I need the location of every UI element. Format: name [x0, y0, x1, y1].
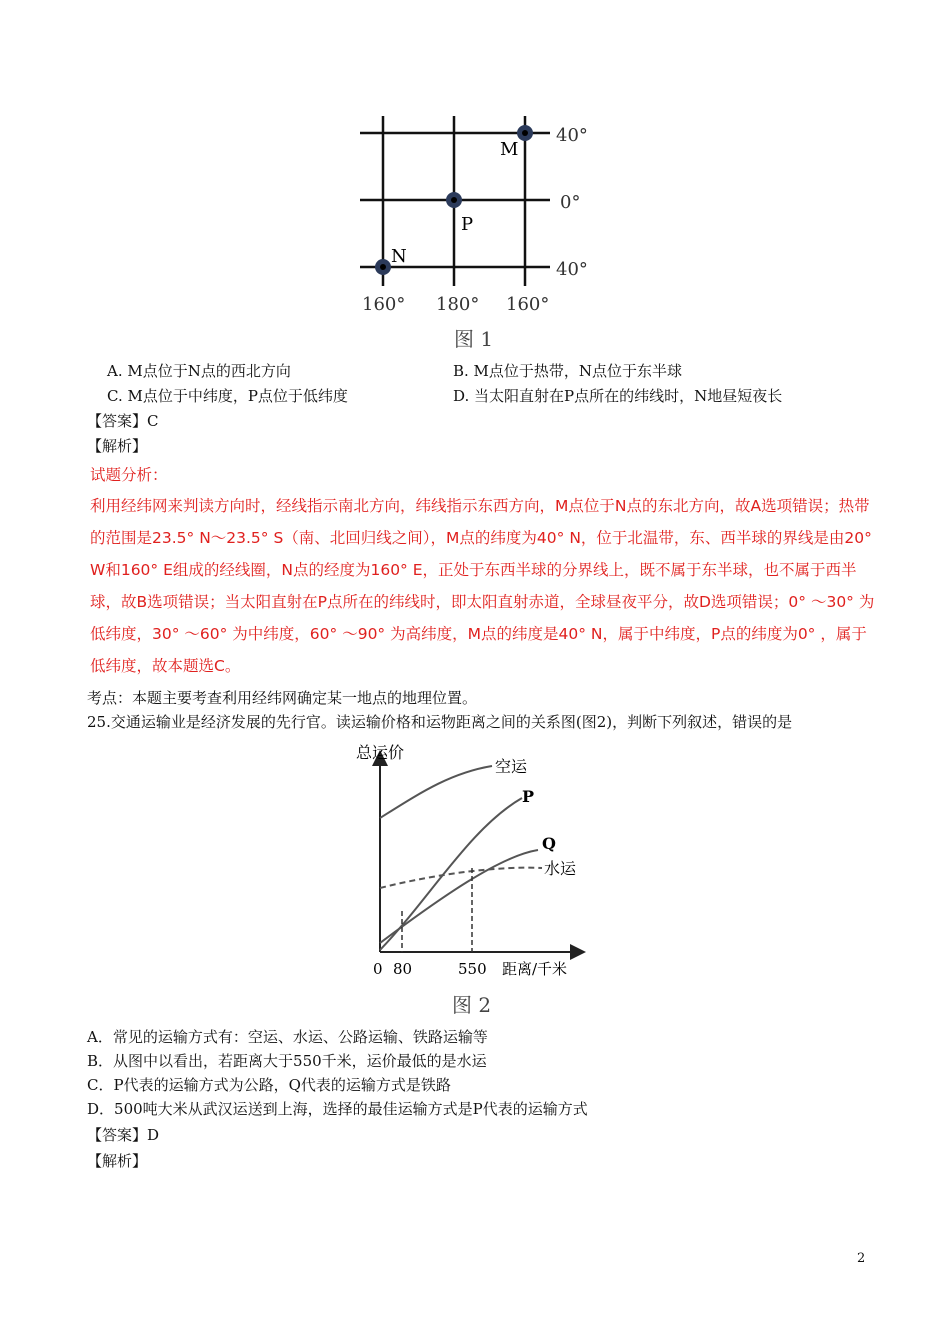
- lat-label-0: 0°: [560, 192, 581, 213]
- x-axis-label: 距离/千米: [502, 960, 568, 978]
- q25-stem: 25.交通运输业是经济发展的先行官。读运输价格和运物距离之间的关系图(图2)，判断下列叙述，错误的是: [87, 713, 793, 731]
- q25-option-c: C．P代表的运输方式为公路，Q代表的运输方式是铁路: [87, 1076, 451, 1094]
- lat-label-40s: 40°: [556, 259, 588, 280]
- curve-label-p: P: [522, 787, 535, 806]
- figure-1-grid: [350, 108, 610, 358]
- q24-analysis-label: 【解析】: [87, 437, 148, 455]
- q24-analysis-title: 试题分析：: [90, 466, 168, 484]
- curve-label-air: 空运: [495, 757, 528, 776]
- label-n: N: [391, 246, 407, 267]
- point-n: [375, 259, 391, 275]
- q25-analysis-label: 【解析】: [87, 1152, 148, 1170]
- label-p: P: [461, 214, 474, 235]
- q24-answer: 【答案】C: [87, 412, 159, 430]
- curve-label-water: 水运: [544, 859, 577, 878]
- lat-label-40n: 40°: [556, 125, 588, 146]
- figure-1-caption: 图 1: [454, 327, 494, 351]
- point-p: [446, 192, 462, 208]
- q24-option-b: B. M点位于热带，N点位于东半球: [453, 362, 683, 380]
- tick-550: 550: [458, 960, 487, 978]
- lon-label-180: 180°: [436, 294, 480, 315]
- q24-option-d: D. 当太阳直射在P点所在的纬线时，N地昼短夜长: [453, 387, 783, 405]
- figure-2-caption: 图 2: [452, 993, 492, 1017]
- tick-80: 80: [393, 960, 413, 978]
- tick-0: 0: [373, 960, 383, 978]
- q25-option-d: D．500吨大米从武汉运送到上海，选择的最佳运输方式是P代表的运输方式: [87, 1100, 588, 1118]
- y-axis-label: 总运价: [356, 743, 405, 762]
- q24-analysis-text: 利用经纬网来判读方向时，经线指示南北方向，纬线指示东西方向，M点位于N点的东北方向，故A选项错误；热带的范围是23.5° N～23.5° S（南、北回归线之间），M点的纬度为40° N，位于北温带，东、西半球的界线是由20° W和160° E组成的经线圈，N点的经度为160° E，正处于东西半球的分界线上，既不属于东半球，也不属于西半球，故B选项错误；当太阳直射在P点所在的纬线时，即太阳直射赤道，全球昼夜平分，故D选项错误；0° ～30° 为低纬度，30° ～60° 为中纬度，60° ～90° 为高纬度，M点的纬度是40° N，属于中纬度，P点的纬度为0° ，属于低纬度，故本题选C。: [90, 497, 875, 675]
- q25-option-b: B．从图中以看出，若距离大于550千米，运价最低的是水运: [87, 1052, 487, 1070]
- curve-q: [380, 850, 538, 943]
- q25-answer: 【答案】D: [87, 1126, 160, 1144]
- curve-air: [380, 766, 492, 818]
- label-m: M: [500, 139, 519, 160]
- q24-kaodian: 考点：本题主要考查利用经纬网确定某一地点的地理位置。: [87, 689, 478, 707]
- curve-label-q: Q: [542, 834, 556, 853]
- figure-2-chart: [350, 738, 600, 1028]
- page-number: 2: [857, 1251, 866, 1266]
- q25-option-a: A．常见的运输方式有：空运、水运、公路运输、铁路运输等: [87, 1028, 488, 1046]
- lon-label-160w: 160°: [506, 294, 550, 315]
- q24-option-a: A. M点位于N点的西北方向: [107, 362, 291, 380]
- lon-label-160e: 160°: [362, 294, 406, 315]
- point-m: [517, 125, 533, 141]
- q24-option-c: C. M点位于中纬度，P点位于低纬度: [107, 387, 348, 405]
